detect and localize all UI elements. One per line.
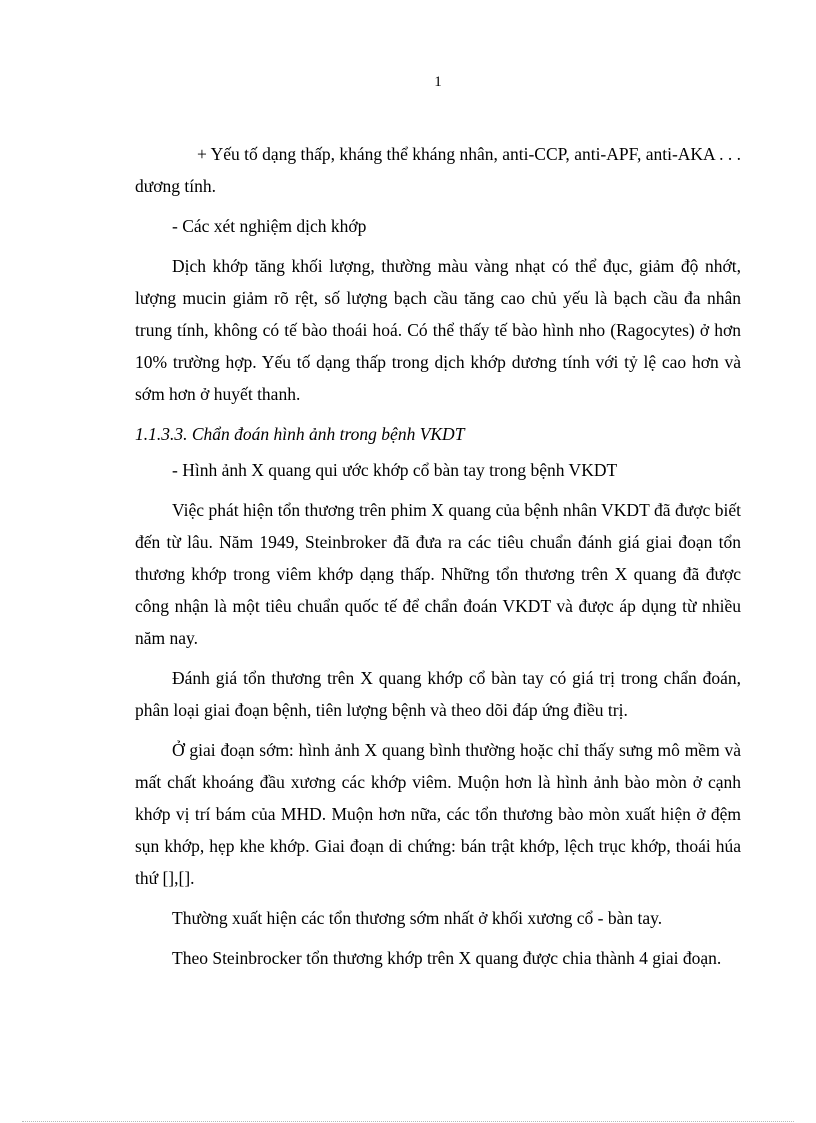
paragraph-xray-value: Đánh giá tổn thương trên X quang khớp cổ bàn tay có giá trị trong chẩn đoán, phân loại giai đoạn bệnh, tiên lượng bệnh và theo dõi đáp ứng điều trị. [135, 668, 741, 720]
section-heading-imaging: 1.1.3.3. Chẩn đoán hình ảnh trong bệnh VKDT [135, 424, 465, 444]
page-bottom-divider [22, 1121, 794, 1122]
paragraph-immunology-tests: + Yếu tố dạng thấp, kháng thể kháng nhân, anti-CCP, anti-APF, anti-AKA . . . dương tính. [135, 144, 741, 196]
paragraph-synovial-fluid: Dịch khớp tăng khối lượng, thường màu vàng nhạt có thể đục, giảm độ nhớt, lượng mucin giảm rõ rệt, số lượng bạch cầu tăng cao chủ yếu là bạch cầu đa nhân trung tính, không có tế bào thoái hoá. Có thể thấy tế bào hình nho (Ragocytes) ở hơn 10% trường hợp. Yếu tố dạng thấp trong dịch khớp dương tính với tỷ lệ cao hơn và sớm hơn ở huyết thanh. [135, 256, 741, 404]
paragraph-xray-stages: Ở giai đoạn sớm: hình ảnh X quang bình thường hoặc chỉ thấy sưng mô mềm và mất chất khoáng đầu xương các khớp viêm. Muộn hơn là hình ảnh bào mòn ở cạnh khớp vị trí bám của MHD. Muộn hơn nữa, các tổn thương bào mòn xuất hiện ở đệm sụn khớp, hẹp khe khớp. Giai đoạn di chứng: bán trật khớp, lệch trục khớp, thoái húa thứ [],[]. [135, 740, 741, 888]
document-body [135, 138, 741, 982]
paragraph-synovial-tests-heading: - Các xét nghiệm dịch khớp [172, 216, 367, 236]
paragraph-steinbrocker: Theo Steinbrocker tổn thương khớp trên X quang được chia thành 4 giai đoạn. [172, 948, 722, 968]
paragraph-xray-heading: - Hình ảnh X quang qui ước khớp cổ bàn tay trong bệnh VKDT [172, 460, 618, 480]
paragraph-early-lesions: Thường xuất hiện các tổn thương sớm nhất ở khối xương cổ - bàn tay. [172, 908, 663, 928]
paragraph-xray-history: Việc phát hiện tổn thương trên phim X quang của bệnh nhân VKDT đã được biết đến từ lâu. Năm 1949, Steinbroker đã đưa ra các tiêu chuẩn đánh giá giai đoạn tổn thương khớp trong viêm khớp dạng thấp. Những tổn thương trên X quang đã được công nhận là một tiêu chuẩn quốc tế để chẩn đoán VKDT và được áp dụng từ nhiều năm nay. [135, 500, 741, 648]
page-number: 1 [434, 74, 442, 90]
